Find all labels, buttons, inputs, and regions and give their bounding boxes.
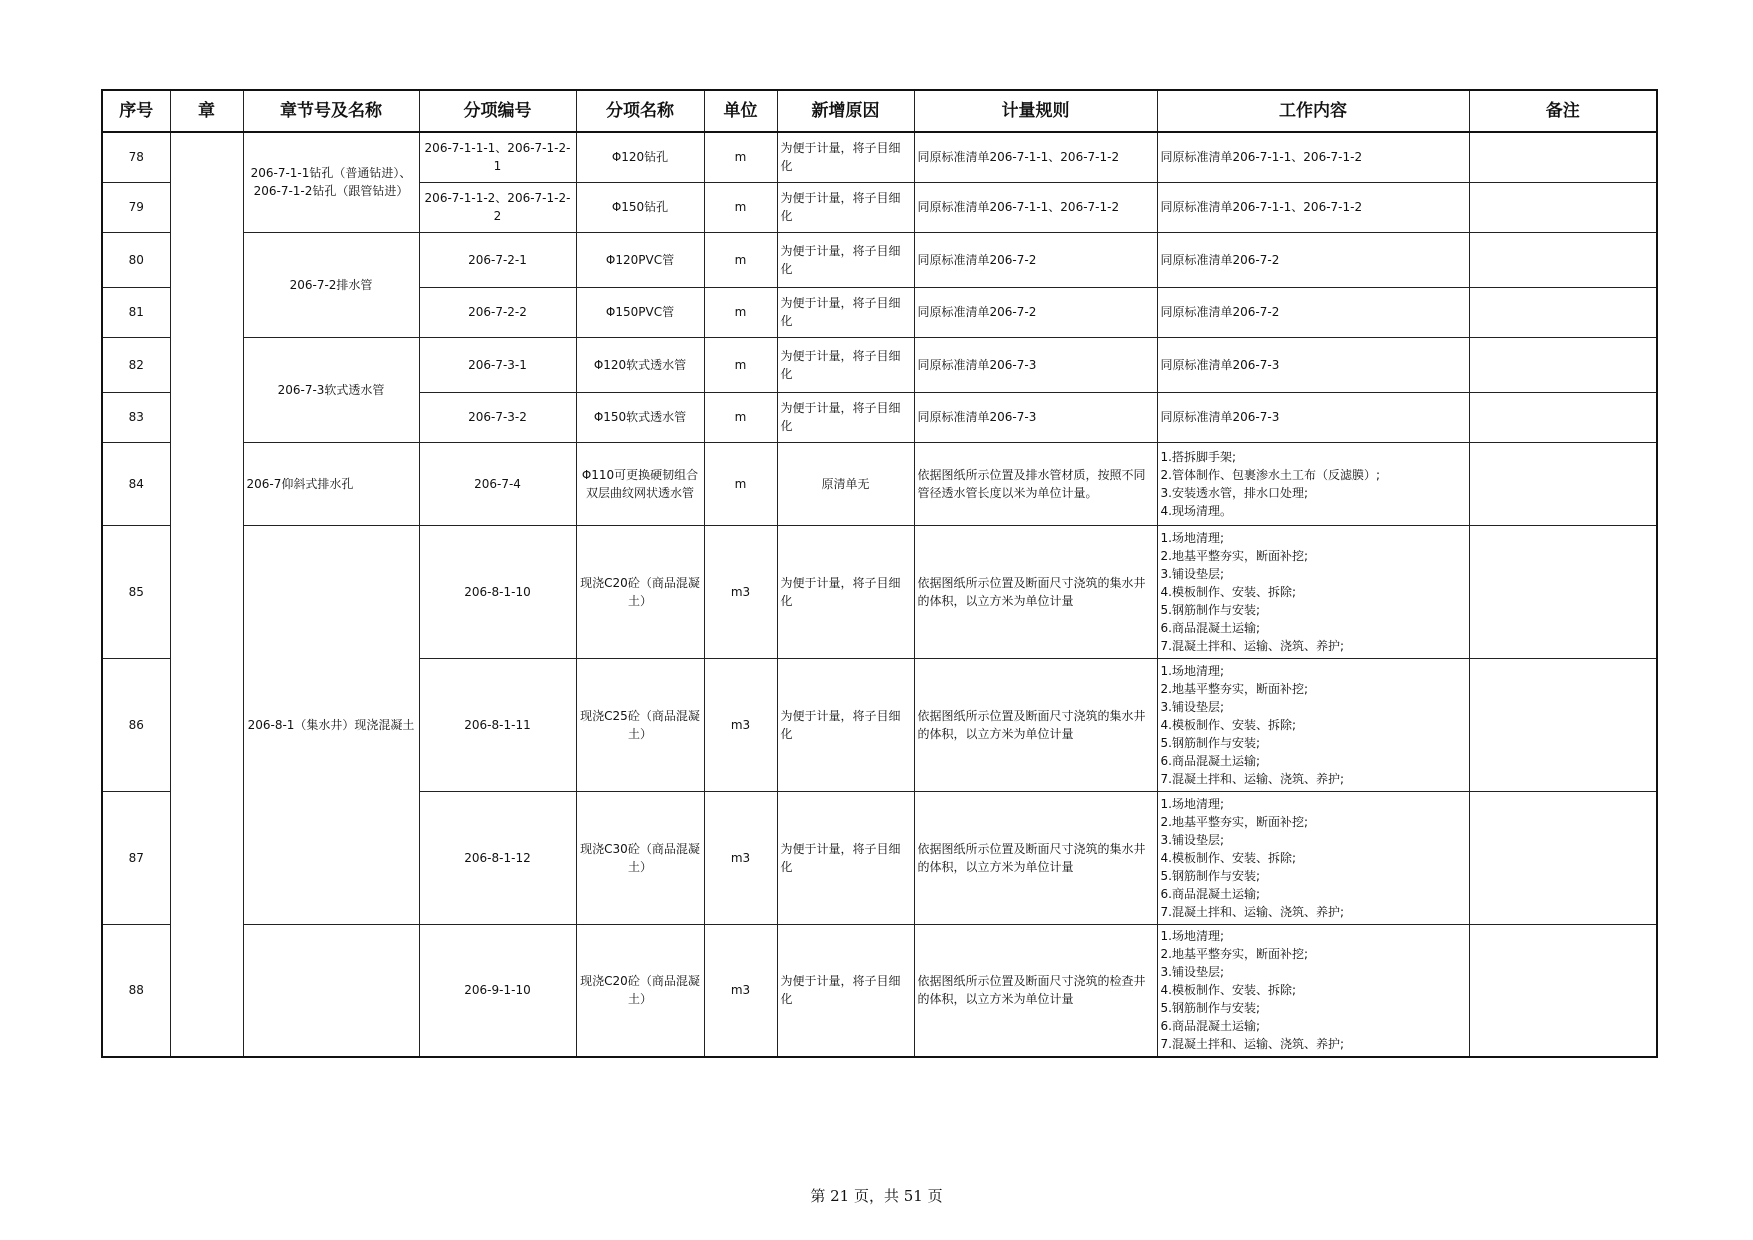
cell-item-name: 现浇C25砼（商品混凝土） [576, 658, 704, 791]
cell-section: 206-8-1（集水井）现浇混凝土 [243, 525, 419, 924]
cell-reason: 为便于计量，将子目细化 [777, 132, 914, 182]
cell-unit: m [704, 337, 777, 392]
cell-item-code: 206-8-1-11 [419, 658, 576, 791]
cell-unit: m3 [704, 525, 777, 658]
cell-seq: 83 [102, 392, 170, 442]
cell-note [1469, 442, 1657, 525]
cell-seq: 87 [102, 791, 170, 924]
cell-reason: 为便于计量，将子目细化 [777, 182, 914, 232]
cell-rule: 同原标准清单206-7-2 [914, 232, 1157, 287]
header-rule: 计量规则 [914, 90, 1157, 132]
cell-section: 206-7-2排水管 [243, 232, 419, 337]
cell-note [1469, 232, 1657, 287]
cell-note [1469, 525, 1657, 658]
cell-note [1469, 132, 1657, 182]
cell-rule: 同原标准清单206-7-1-1、206-7-1-2 [914, 132, 1157, 182]
cell-work: 1.场地清理; 2.地基平整夯实，断面补挖; 3.铺设垫层; 4.模板制作、安装、拆除; 5.钢筋制作与安装; 6.商品混凝土运输; 7.混凝土拌和、运输、浇筑、养护; [1157, 924, 1469, 1057]
cell-note [1469, 182, 1657, 232]
cell-item-name: 现浇C30砼（商品混凝土） [576, 791, 704, 924]
cell-item-name: Φ120软式透水管 [576, 337, 704, 392]
cell-item-name: Φ110可更换硬韧组合双层曲纹网状透水管 [576, 442, 704, 525]
cell-item-name: Φ150软式透水管 [576, 392, 704, 442]
cell-item-code: 206-7-2-2 [419, 287, 576, 337]
cell-work: 1.搭拆脚手架; 2.管体制作、包裹渗水土工布（反滤膜）; 3.安装透水管，排水口处理; 4.现场清理。 [1157, 442, 1469, 525]
cell-note [1469, 287, 1657, 337]
cell-seq: 82 [102, 337, 170, 392]
table-header-row [102, 90, 1657, 132]
cell-reason: 为便于计量，将子目细化 [777, 791, 914, 924]
page-footer: 第 21 页，共 51 页 [810, 1187, 943, 1205]
cell-reason: 为便于计量，将子目细化 [777, 924, 914, 1057]
header-note: 备注 [1469, 90, 1657, 132]
cell-item-name: Φ120PVC管 [576, 232, 704, 287]
cell-work: 同原标准清单206-7-1-1、206-7-1-2 [1157, 132, 1469, 182]
cell-reason: 为便于计量，将子目细化 [777, 287, 914, 337]
cell-rule: 同原标准清单206-7-3 [914, 337, 1157, 392]
cell-unit: m3 [704, 791, 777, 924]
cell-rule: 依据图纸所示位置及断面尺寸浇筑的集水井的体积，以立方米为单位计量 [914, 791, 1157, 924]
cell-seq: 81 [102, 287, 170, 337]
table-row [102, 337, 1657, 392]
header-chapter: 章 [170, 90, 243, 132]
cell-seq: 78 [102, 132, 170, 182]
cell-reason: 为便于计量，将子目细化 [777, 232, 914, 287]
cell-section [243, 924, 419, 1057]
cell-work: 1.场地清理; 2.地基平整夯实，断面补挖; 3.铺设垫层; 4.模板制作、安装、拆除; 5.钢筋制作与安装; 6.商品混凝土运输; 7.混凝土拌和、运输、浇筑、养护; [1157, 525, 1469, 658]
cell-section: 206-7仰斜式排水孔 [243, 442, 419, 525]
cell-rule: 依据图纸所示位置及断面尺寸浇筑的集水井的体积，以立方米为单位计量 [914, 658, 1157, 791]
cell-seq: 88 [102, 924, 170, 1057]
cell-section: 206-7-3软式透水管 [243, 337, 419, 442]
cell-unit: m [704, 182, 777, 232]
cell-item-name: Φ120钻孔 [576, 132, 704, 182]
cell-work: 同原标准清单206-7-2 [1157, 287, 1469, 337]
cell-seq: 85 [102, 525, 170, 658]
table-row [102, 132, 1657, 182]
cell-reason: 原清单无 [777, 442, 914, 525]
header-reason: 新增原因 [777, 90, 914, 132]
cell-work: 1.场地清理; 2.地基平整夯实，断面补挖; 3.铺设垫层; 4.模板制作、安装、拆除; 5.钢筋制作与安装; 6.商品混凝土运输; 7.混凝土拌和、运输、浇筑、养护; [1157, 791, 1469, 924]
cell-item-code: 206-7-2-1 [419, 232, 576, 287]
cell-rule: 依据图纸所示位置及断面尺寸浇筑的检查井的体积，以立方米为单位计量 [914, 924, 1157, 1057]
cell-unit: m [704, 442, 777, 525]
cell-work: 1.场地清理; 2.地基平整夯实，断面补挖; 3.铺设垫层; 4.模板制作、安装、拆除; 5.钢筋制作与安装; 6.商品混凝土运输; 7.混凝土拌和、运输、浇筑、养护; [1157, 658, 1469, 791]
cell-unit: m3 [704, 924, 777, 1057]
cell-reason: 为便于计量，将子目细化 [777, 337, 914, 392]
cell-seq: 80 [102, 232, 170, 287]
cell-reason: 为便于计量，将子目细化 [777, 658, 914, 791]
cell-rule: 依据图纸所示位置及断面尺寸浇筑的集水井的体积，以立方米为单位计量 [914, 525, 1157, 658]
cell-unit: m [704, 132, 777, 182]
cell-seq: 86 [102, 658, 170, 791]
cell-note [1469, 791, 1657, 924]
header-item-code: 分项编号 [419, 90, 576, 132]
cell-seq: 79 [102, 182, 170, 232]
cell-unit: m [704, 232, 777, 287]
cell-unit: m [704, 287, 777, 337]
cell-rule: 依据图纸所示位置及排水管材质，按照不同管径透水管长度以米为单位计量。 [914, 442, 1157, 525]
cell-section: 206-7-1-1钻孔（普通钻进）、206-7-1-2钻孔（跟管钻进） [243, 132, 419, 232]
cell-item-code: 206-8-1-10 [419, 525, 576, 658]
cell-work: 同原标准清单206-7-2 [1157, 232, 1469, 287]
cell-item-name: Φ150PVC管 [576, 287, 704, 337]
cell-note [1469, 337, 1657, 392]
table-row [102, 525, 1657, 658]
cell-reason: 为便于计量，将子目细化 [777, 392, 914, 442]
cell-seq: 84 [102, 442, 170, 525]
cell-work: 同原标准清单206-7-3 [1157, 392, 1469, 442]
table-row [102, 924, 1657, 1057]
cell-note [1469, 658, 1657, 791]
cell-work: 同原标准清单206-7-3 [1157, 337, 1469, 392]
header-work: 工作内容 [1157, 90, 1469, 132]
table-row [102, 232, 1657, 287]
cell-chapter [170, 132, 243, 1057]
cell-item-code: 206-7-1-1-2、206-7-1-2-2 [419, 182, 576, 232]
cell-item-code: 206-7-3-2 [419, 392, 576, 442]
header-item-name: 分项名称 [576, 90, 704, 132]
cell-item-name: 现浇C20砼（商品混凝土） [576, 924, 704, 1057]
cell-rule: 同原标准清单206-7-3 [914, 392, 1157, 442]
cell-rule: 同原标准清单206-7-2 [914, 287, 1157, 337]
cell-item-code: 206-7-3-1 [419, 337, 576, 392]
header-seq: 序号 [102, 90, 170, 132]
header-section: 章节号及名称 [243, 90, 419, 132]
cell-work: 同原标准清单206-7-1-1、206-7-1-2 [1157, 182, 1469, 232]
cell-note [1469, 924, 1657, 1057]
cell-item-code: 206-8-1-12 [419, 791, 576, 924]
header-unit: 单位 [704, 90, 777, 132]
quantity-list-table [101, 89, 1658, 1058]
cell-item-name: 现浇C20砼（商品混凝土） [576, 525, 704, 658]
cell-rule: 同原标准清单206-7-1-1、206-7-1-2 [914, 182, 1157, 232]
cell-item-code: 206-7-4 [419, 442, 576, 525]
cell-item-code: 206-9-1-10 [419, 924, 576, 1057]
cell-item-name: Φ150钻孔 [576, 182, 704, 232]
cell-reason: 为便于计量，将子目细化 [777, 525, 914, 658]
cell-note [1469, 392, 1657, 442]
table-row [102, 442, 1657, 525]
cell-item-code: 206-7-1-1-1、206-7-1-2-1 [419, 132, 576, 182]
cell-unit: m [704, 392, 777, 442]
cell-unit: m3 [704, 658, 777, 791]
